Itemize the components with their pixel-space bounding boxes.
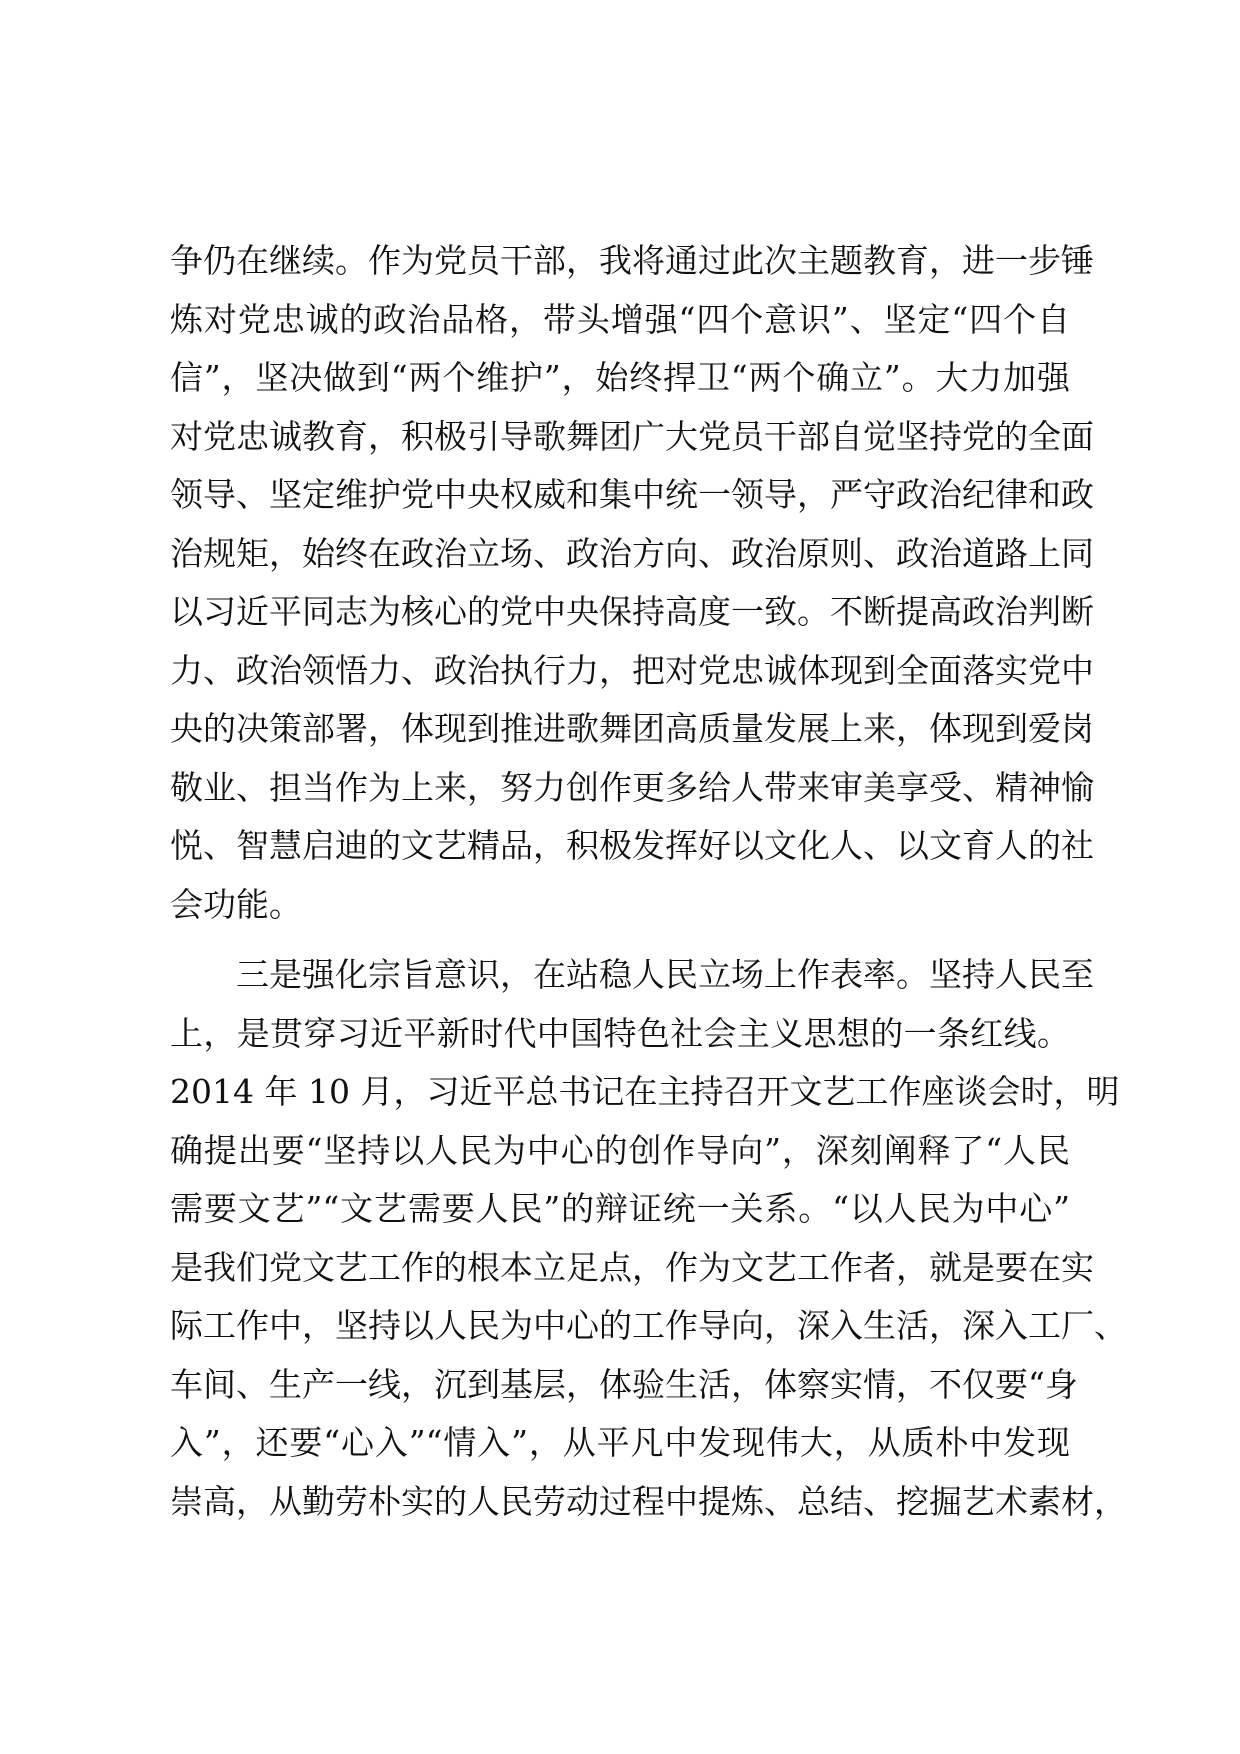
- paragraph-1: [170, 232, 1094, 934]
- text-line: 对党忠诚教育，积极引导歌舞团广大党员干部自觉坚持党的全面: [170, 416, 1094, 456]
- text-line: 争仍在继续。作为党员干部，我将通过此次主题教育，进一步锤: [170, 241, 1094, 280]
- text-line: 入”，还要“心入”“情入”，从平凡中发现伟大，从质朴中发现: [170, 1423, 1070, 1462]
- text-line: 治规矩，始终在政治立场、政治方向、政治原则、政治道路上同: [170, 533, 1094, 573]
- text-line: 央的决策部署，体现到推进歌舞团高质量发展上来，体现到爱岗: [170, 709, 1094, 748]
- text-line: 炼对党忠诚的政治品格，带头增强“四个意识”、坚定“四个自: [170, 299, 1070, 339]
- paragraph-2: [170, 946, 1127, 1531]
- text-line: 以习近平同志为核心的党中央保持高度一致。不断提高政治判断: [170, 592, 1094, 631]
- text-line: 会功能。: [170, 884, 302, 924]
- text-line: 悦、智慧启迪的文艺精品，积极发挥好以文化人、以文育人的社: [170, 826, 1094, 865]
- text-line: 领导、坚定维护党中央权威和集中统一领导，严守政治纪律和政: [170, 475, 1094, 514]
- text-line: 2014 年 10 月，习近平总书记在主持召开文艺工作座谈会时，明: [170, 1072, 1120, 1111]
- text-line: 是我们党文艺工作的根本立足点，作为文艺工作者，就是要在实: [170, 1247, 1094, 1287]
- paragraph-gap: [170, 934, 1070, 946]
- text-line: 三是强化宗旨意识，在站稳人民立场上作表率。坚持人民至: [170, 955, 1094, 994]
- text-line: 需要文艺”“文艺需要人民”的辩证统一关系。“以人民为中心”: [170, 1189, 1070, 1228]
- text-line: 信”，坚决做到“两个维护”，始终捍卫“两个确立”。大力加强: [170, 358, 1070, 397]
- text-line: 敬业、担当作为上来，努力创作更多给人带来审美享受、精神愉: [170, 767, 1094, 807]
- text-line: 力、政治领悟力、政治执行力，把对党忠诚体现到全面落实党中: [170, 650, 1094, 690]
- document-body: [170, 232, 1127, 1531]
- text-line: 崇高，从勤劳朴实的人民劳动过程中提炼、总结、挖掘艺术素材，: [170, 1481, 1127, 1521]
- text-line: 上，是贯穿习近平新时代中国特色社会主义思想的一条红线。: [170, 1013, 1070, 1053]
- text-line: 车间、生产一线，沉到基层，体验生活，体察实情，不仅要“身: [170, 1364, 1078, 1404]
- text-line: 确提出要“坚持以人民为中心的创作导向”，深刻阐释了“人民: [170, 1130, 1070, 1170]
- text-line: 际工作中，坚持以人民为中心的工作导向，深入生活，深入工厂、: [170, 1306, 1127, 1345]
